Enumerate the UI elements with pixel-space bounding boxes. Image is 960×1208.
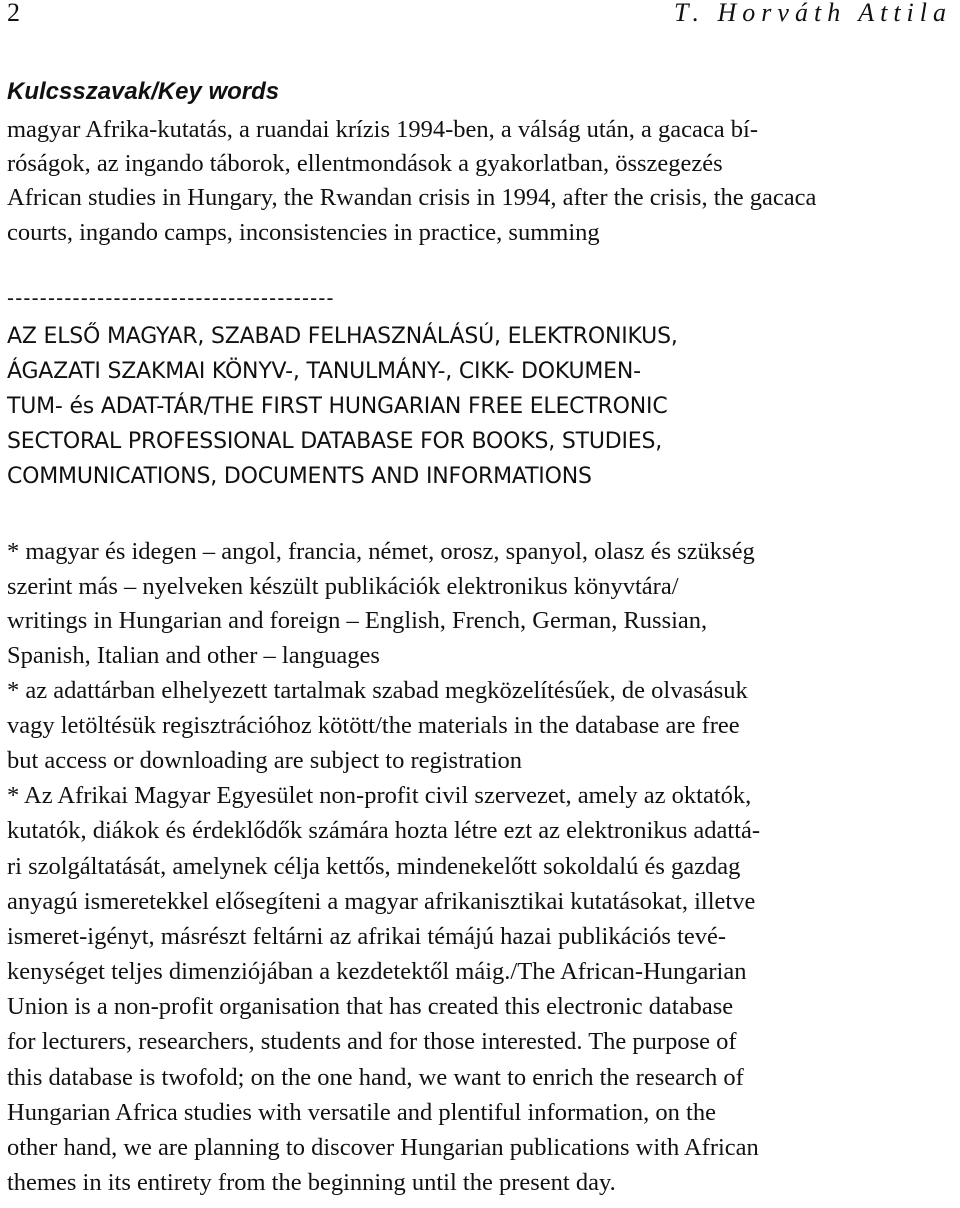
keywords-line: African studies in Hungary, the Rwandan crisis in 1994, after the crisis, the gacaca — [7, 184, 817, 211]
body-line: Hungarian Africa studies with versatile and plentiful information, on the — [7, 1099, 716, 1126]
body-line: themes in its entirety from the beginning until the present day. — [7, 1169, 616, 1196]
body-line: this database is twofold; on the one hand, we want to enrich the research of — [7, 1064, 744, 1091]
database-title-line: SECTORAL PROFESSIONAL DATABASE FOR BOOKS, STUDIES, — [7, 429, 663, 454]
body-line: szerint más – nyelveken készült publikációk elektronikus könyvtára/ — [7, 573, 679, 600]
page-number: 2 — [7, 0, 20, 27]
body-line: kenységet teljes dimenziójában a kezdetektől máig./The African-Hungarian — [7, 958, 747, 985]
body-line: Union is a non-profit organisation that has created this electronic database — [7, 993, 734, 1020]
database-title-line: COMMUNICATIONS, DOCUMENTS AND INFORMATIONS — [7, 464, 592, 489]
database-title-line: AZ ELSŐ MAGYAR, SZABAD FELHASZNÁLÁSÚ, ELEKTRONIKUS, — [7, 324, 678, 349]
separator-line: ---------------------------------------- — [7, 287, 335, 310]
body-line: for lecturers, researchers, students and for those interested. The purpose of — [7, 1028, 737, 1055]
database-title-line: TUM- és ADAT-TÁR/THE FIRST HUNGARIAN FREE ELECTRONIC — [7, 394, 668, 419]
keywords-line: róságok, az ingando táborok, ellentmondások a gyakorlatban, összegezés — [7, 150, 723, 177]
body-line: anyagú ismeretekkel elősegíteni a magyar afrikanisztikai kutatásokat, illetve — [7, 888, 756, 915]
body-line: other hand, we are planning to discover Hungarian publications with African — [7, 1134, 759, 1161]
body-line: vagy letöltésük regisztrációhoz kötött/the materials in the database are free — [7, 712, 740, 739]
keywords-line: magyar Afrika-kutatás, a ruandai krízis 1994-ben, a válság után, a gacaca bí- — [7, 116, 759, 143]
body-line: but access or downloading are subject to registration — [7, 747, 523, 774]
database-title-line: ÁGAZATI SZAKMAI KÖNYV-, TANULMÁNY-, CIKK- DOKUMEN- — [7, 359, 641, 384]
keywords-heading: Kulcsszavak/Key words — [7, 78, 280, 105]
body-line: ismeret-igényt, másrészt feltárni az afrikai témájú hazai publikációs tevé- — [7, 923, 727, 950]
keywords-line: courts, ingando camps, inconsistencies in practice, summing — [7, 219, 600, 246]
body-line: * az adattárban elhelyezett tartalmak szabad megközelítésűek, de olvasásuk — [7, 677, 748, 704]
body-line: * magyar és idegen – angol, francia, német, orosz, spanyol, olasz és szükség — [7, 538, 755, 565]
body-line: ri szolgáltatását, amelynek célja kettős, mindenekelőtt sokoldalú és gazdag — [7, 853, 741, 880]
body-line: * Az Afrikai Magyar Egyesület non-profit civil szervezet, amely az oktatók, — [7, 782, 752, 809]
body-line: writings in Hungarian and foreign – English, French, German, Russian, — [7, 607, 708, 634]
body-line: Spanish, Italian and other – languages — [7, 642, 380, 669]
running-title: T. Horváth Attila — [674, 0, 952, 27]
body-line: kutatók, diákok és érdeklődők számára hozta létre ezt az elektronikus adattá- — [7, 817, 761, 844]
